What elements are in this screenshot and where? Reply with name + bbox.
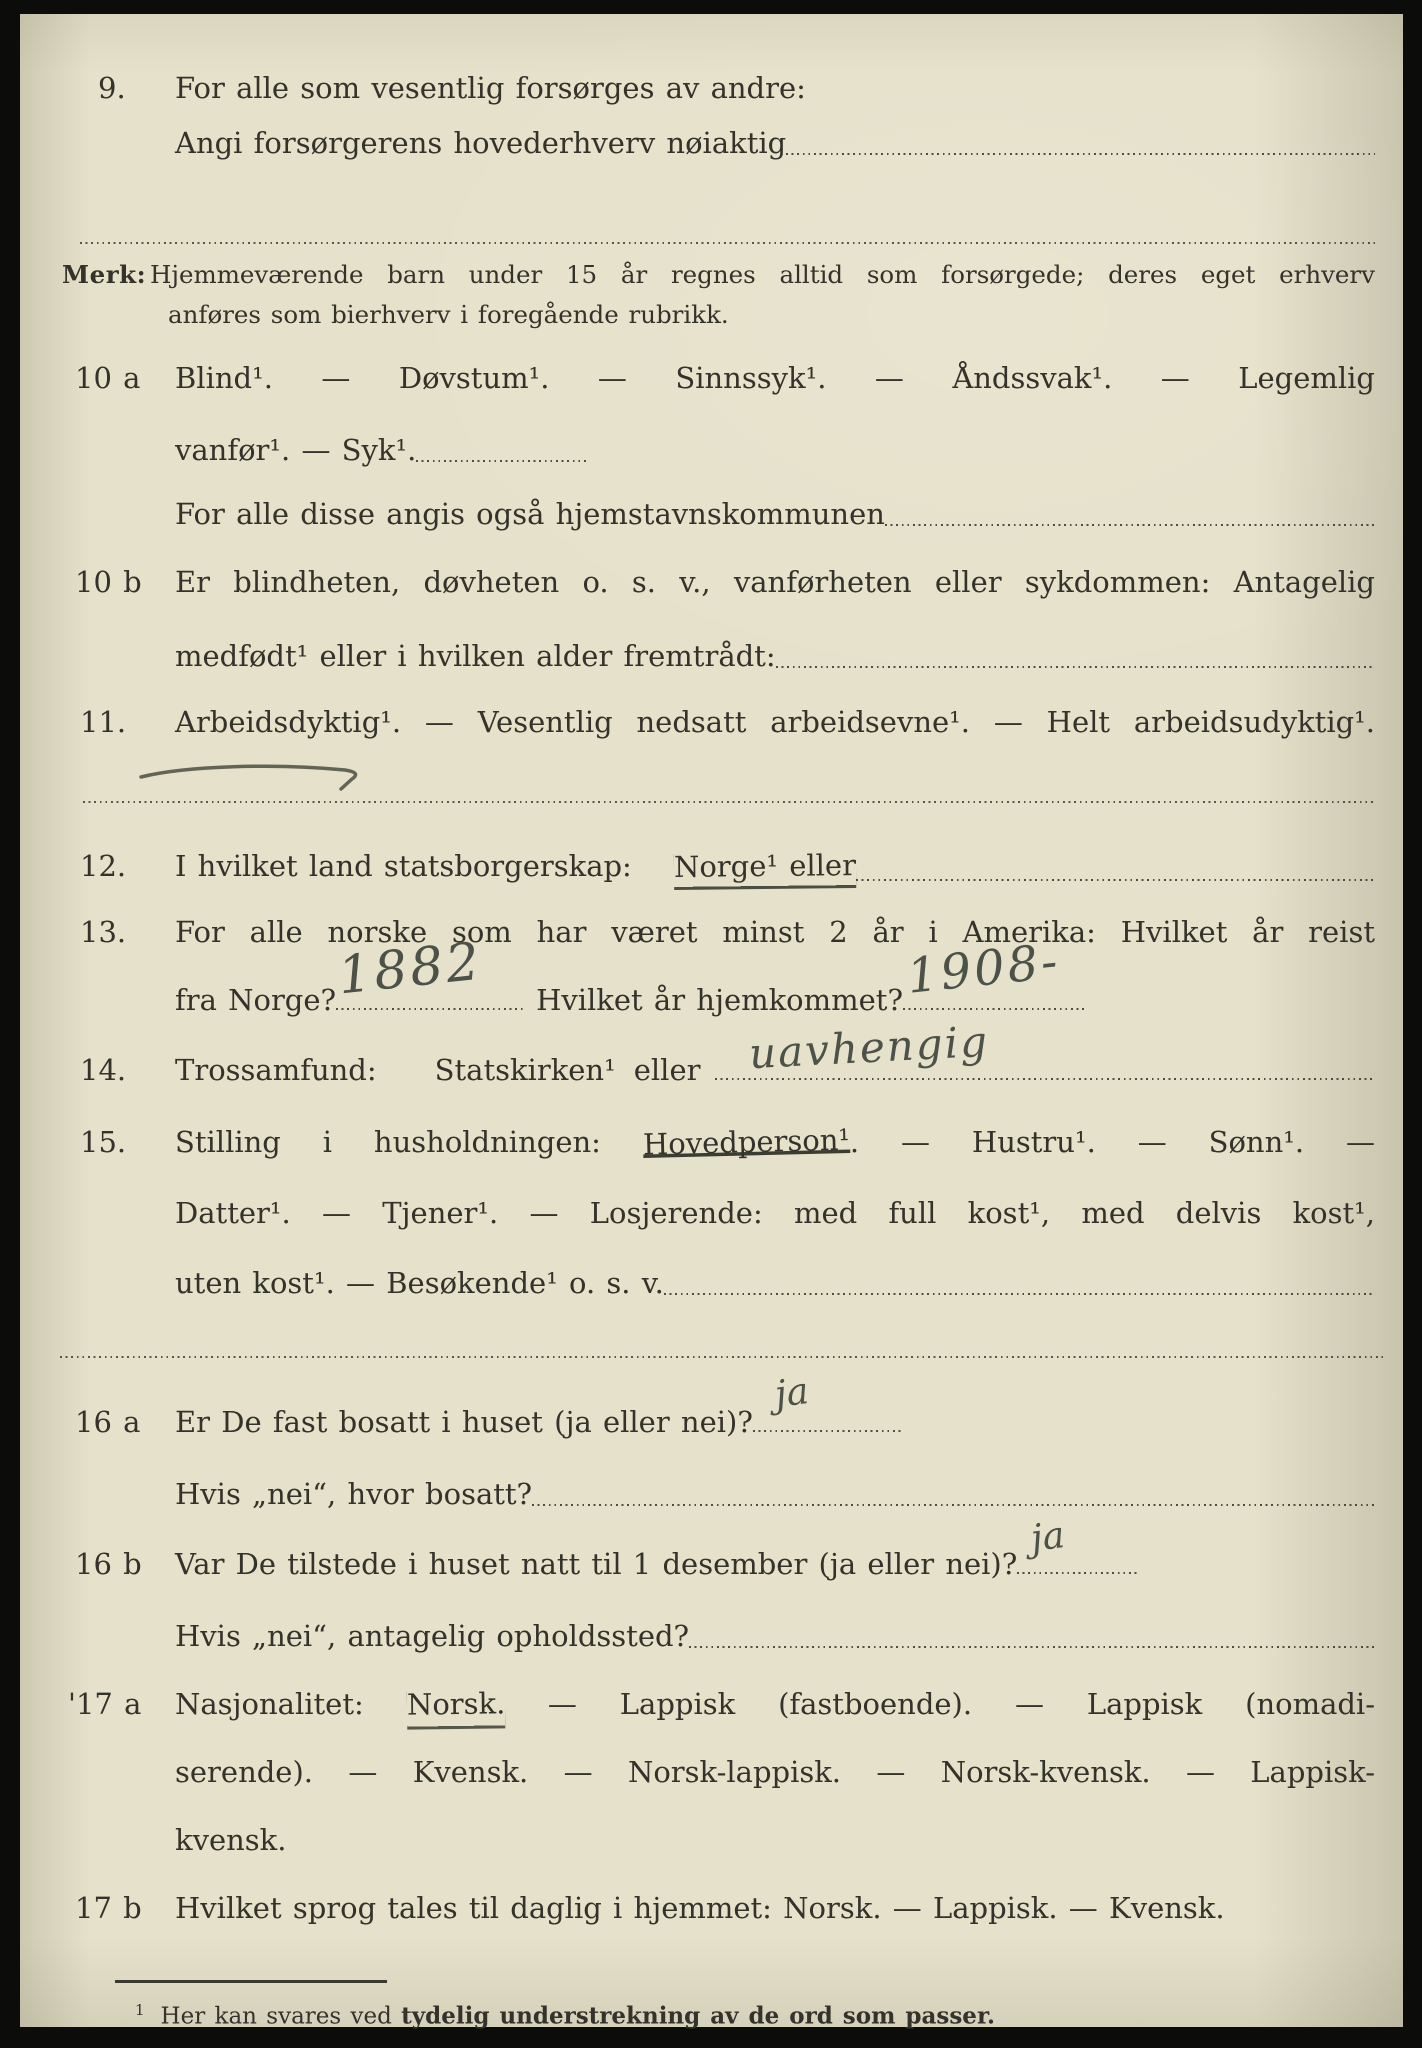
question-number: 16 a: [75, 1405, 141, 1439]
question-number: 10 b: [75, 565, 142, 599]
question-text: medfødt¹ eller i hvilken alder fremtrådt:: [175, 639, 776, 673]
dotted-answer-line: [885, 524, 1375, 526]
question-text: . — Hustru¹. — Sønn¹. —: [849, 1125, 1375, 1159]
separator-dotted: [83, 801, 1375, 803]
answer-segment: [1017, 1513, 1137, 1574]
question-text: Statskirken¹: [434, 1053, 616, 1088]
handwritten-answer: ja: [1028, 1513, 1068, 1560]
question-number: 9.: [98, 71, 126, 105]
merk-text: anføres som bierhverv i foregående rubrikk.: [168, 300, 729, 329]
question-number: 11.: [80, 705, 127, 739]
question-text: Trossamfund:: [175, 1053, 377, 1088]
dotted-answer-line: [856, 879, 1375, 881]
question-number: 16 b: [75, 1547, 142, 1581]
merk-text: Hjemmeværende barn under 15 år regnes alltid som forsørgede; deres eget erhverv: [150, 260, 1375, 289]
question-text: Blind¹. — Døvstum¹. — Sinnssyk¹. — Åndssvak¹. — Legemlig: [175, 361, 1375, 395]
dotted-answer-line: [1017, 1572, 1137, 1574]
question-text: Nasjonalitet:: [175, 1687, 364, 1721]
answer-segment: [715, 1016, 1376, 1080]
question-text: I hvilket land statsborgerskap:: [175, 849, 632, 883]
question-text: Hvis „nei“, antagelig opholdssted?: [175, 1619, 690, 1653]
question-number: '17 a: [68, 1687, 142, 1721]
question-text: serende). — Kvensk. — Norsk-lappisk. — Norsk-kvensk. — Lappisk-: [175, 1755, 1375, 1789]
question-text: Hvilket år hjemkommet?: [536, 983, 904, 1018]
page-paper: [20, 14, 1403, 2030]
handwritten-answer: 1882: [335, 931, 486, 1007]
footnote-marker: 1: [135, 2001, 145, 2019]
question-text: kvensk.: [175, 1823, 287, 1857]
dotted-answer-line: [786, 153, 1375, 155]
separator-dotted: [60, 1356, 1383, 1358]
dotted-answer-line: [689, 1646, 1375, 1648]
question-text: — Lappisk (fastboende). — Lappisk (nomadi-: [547, 1687, 1376, 1721]
dotted-answer-line: [664, 1293, 1375, 1295]
dotted-answer-line: [776, 666, 1375, 668]
dotted-answer-line: [753, 1430, 903, 1432]
question-text: Hvis „nei“, hvor bosatt?: [175, 1477, 533, 1511]
question-text: Er blindheten, døvheten o. s. v., vanførheten eller sykdommen: Antagelig: [175, 565, 1375, 599]
handwritten-answer: ja: [772, 1369, 811, 1416]
question-text: Angi forsørgerens hovederhverv nøiaktig: [175, 126, 787, 160]
hand-underlined-answer: Norge¹ eller: [674, 849, 856, 887]
footnote-text: Her kan svares ved: [160, 2003, 402, 2030]
dotted-answer-line: [903, 1008, 1088, 1010]
dotted-answer-line: [416, 460, 586, 462]
question-text: For alle som vesentlig forsørges av andre:: [175, 71, 806, 105]
question-text: Hvilket sprog tales til daglig i hjemmet: Norsk. — Lappisk. — Kvensk.: [175, 1891, 1225, 1925]
question-number: 15.: [80, 1125, 127, 1159]
question-text: Var De tilstede i huset natt til 1 desember (ja eller nei)?: [175, 1547, 1018, 1582]
question-text: Datter¹. — Tjener¹. — Losjerende: med full kost¹, med delvis kost¹,: [175, 1196, 1375, 1230]
merk-label: Merk:: [62, 260, 147, 289]
answer-segment: [753, 1369, 903, 1432]
question-text: Er De fast bosatt i huset (ja eller nei)?: [175, 1405, 753, 1440]
question-text: eller: [633, 1053, 701, 1088]
question-number: 10 a: [75, 361, 141, 395]
question-text: fra Norge?: [175, 983, 337, 1018]
question-number: 12.: [80, 849, 127, 883]
footnote-bold-text: tydelig understrekning av de ord som passer.: [401, 2002, 995, 2030]
dotted-answer-line: [715, 1078, 1376, 1080]
hand-underlined-answer: Hovedperson¹: [642, 1122, 851, 1162]
footnote-rule: [115, 1980, 387, 1983]
hand-stroke-mark: [135, 757, 375, 793]
separator-dotted: [80, 242, 1375, 244]
question-text: vanfør¹. — Syk¹.: [175, 433, 417, 467]
hand-underlined-answer: Norsk.: [406, 1687, 505, 1727]
answer-segment: [903, 933, 1088, 1010]
handwritten-answer: 1908-: [904, 933, 1063, 1005]
dotted-answer-line: [336, 1008, 526, 1010]
question-text: For alle disse angis også hjemstavnskommunen: [175, 497, 885, 531]
answer-segment: [335, 931, 526, 1010]
question-number: 17 b: [75, 1891, 142, 1925]
question-text: Arbeidsdyktig¹. — Vesentlig nedsatt arbeidsevne¹. — Helt arbeidsudyktig¹.: [175, 705, 1375, 739]
question-text: Stilling i husholdningen:: [175, 1125, 601, 1159]
question-number: 13.: [80, 915, 127, 949]
question-text: uten kost¹. — Besøkende¹ o. s. v.: [175, 1266, 664, 1300]
question-number: 14.: [80, 1053, 127, 1087]
question-text: For alle norske som har været minst 2 år i Amerika: Hvilket år reist: [175, 915, 1375, 949]
handwritten-answer: uavhengig: [747, 1016, 990, 1079]
dotted-answer-line: [532, 1504, 1375, 1506]
